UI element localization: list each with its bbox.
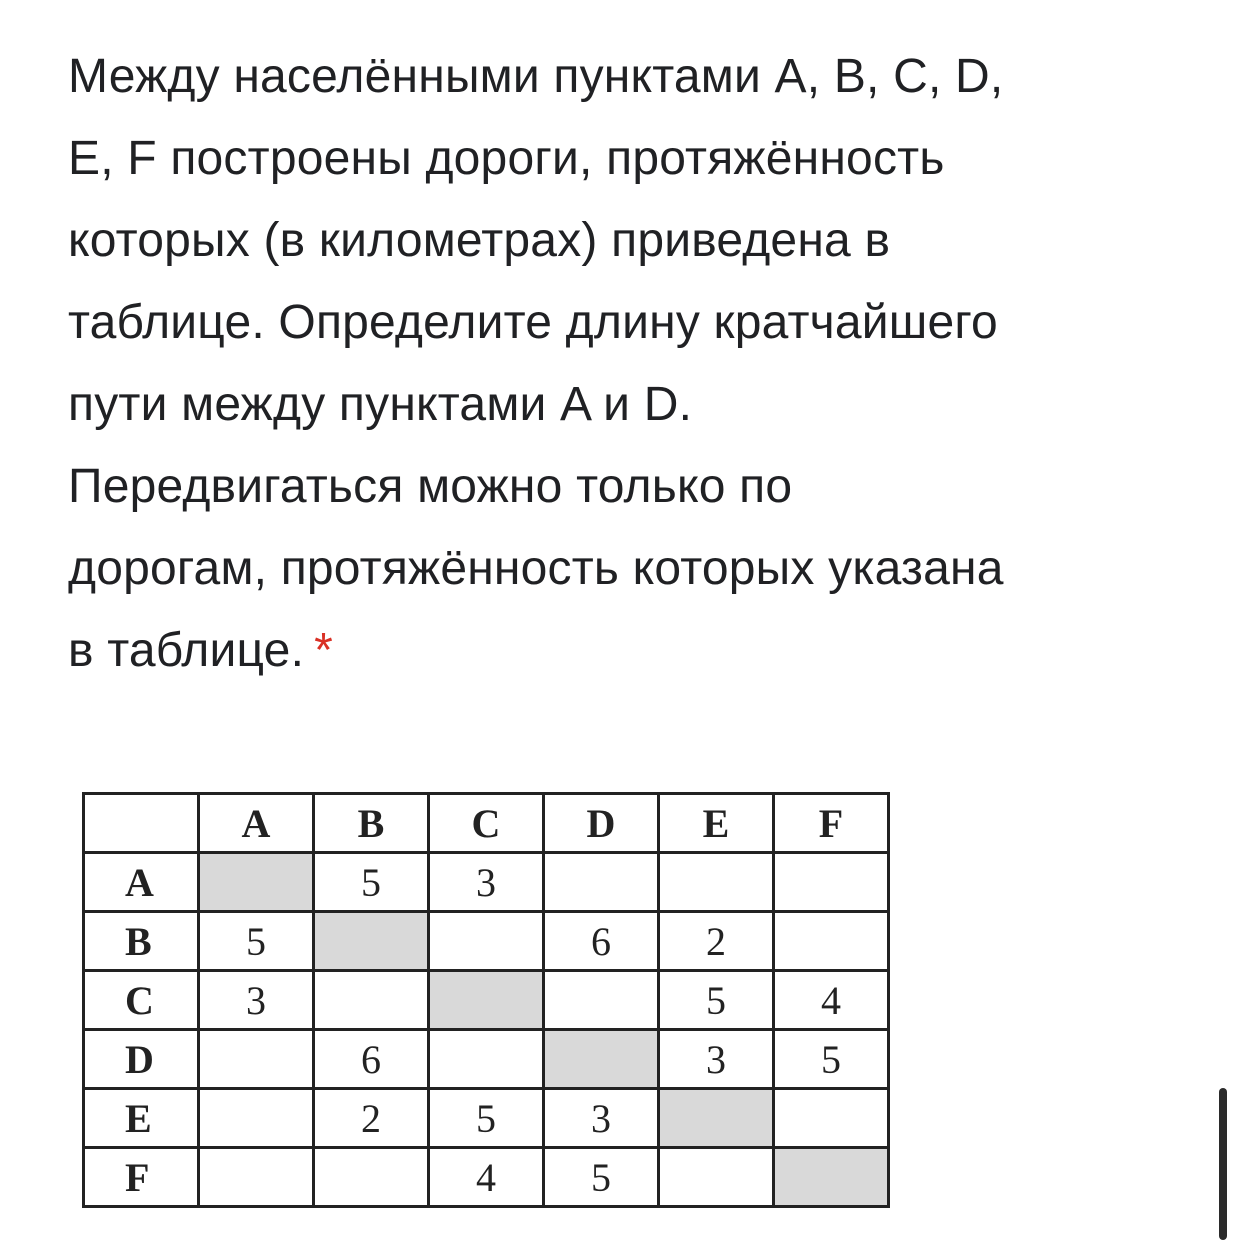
question-text: Между населёнными пунктами A, B, C, D, E, F построены дороги, протяжённость которых (в километрах) приведена в таблице. Определите длину кратчайшего пути между пунктами A и D. Передвигаться можно только по дорогам, протяжённость которых указана в таблице. [68,50,1004,677]
table-cell: 6 [314,1030,429,1089]
row-header: D [84,1030,199,1089]
table-cell: 4 [774,971,889,1030]
row-header: B [84,912,199,971]
table-cell: 3 [544,1089,659,1148]
table-cell [544,853,659,912]
column-header: D [544,794,659,853]
table-row [84,971,889,1030]
table-cell: 3 [199,971,314,1030]
table-cell: 4 [429,1148,544,1207]
table-cell: 5 [429,1089,544,1148]
table-cell-diagonal [314,912,429,971]
table-cell [774,853,889,912]
table-cell: 2 [314,1089,429,1148]
table-cell-diagonal [199,853,314,912]
table-cell [774,1089,889,1148]
table-cell: 6 [544,912,659,971]
table-cell [429,1030,544,1089]
row-header: C [84,971,199,1030]
row-header: E [84,1089,199,1148]
row-header: F [84,1148,199,1207]
table-cell [314,1148,429,1207]
table-cell [659,853,774,912]
table-row [84,1089,889,1148]
table-cell [659,1148,774,1207]
table-row [84,1030,889,1089]
table-cell [429,912,544,971]
table-cell: 5 [199,912,314,971]
table-cell: 3 [429,853,544,912]
table-cell: 5 [544,1148,659,1207]
table-cell-diagonal [544,1030,659,1089]
table-row [84,853,889,912]
distance-table-image [82,792,890,1208]
table-cell [199,1030,314,1089]
question-title [68,36,1198,692]
distance-table [82,792,890,1208]
column-header: C [429,794,544,853]
table-cell: 5 [314,853,429,912]
table-cell: 2 [659,912,774,971]
scrollbar-thumb[interactable] [1219,1088,1227,1240]
table-cell-diagonal [429,971,544,1030]
table-cell [544,971,659,1030]
table-header-row [84,794,889,853]
column-header: E [659,794,774,853]
column-header: F [774,794,889,853]
table-cell-diagonal [774,1148,889,1207]
table-cell [199,1148,314,1207]
table-corner-cell [84,794,199,853]
table-cell: 5 [774,1030,889,1089]
table-cell [314,971,429,1030]
row-header: A [84,853,199,912]
column-header: B [314,794,429,853]
column-header: A [199,794,314,853]
table-row [84,912,889,971]
table-cell: 3 [659,1030,774,1089]
table-cell [199,1089,314,1148]
table-cell: 5 [659,971,774,1030]
table-cell-diagonal [659,1089,774,1148]
required-asterisk: * [314,624,334,677]
table-row [84,1148,889,1207]
table-cell [774,912,889,971]
